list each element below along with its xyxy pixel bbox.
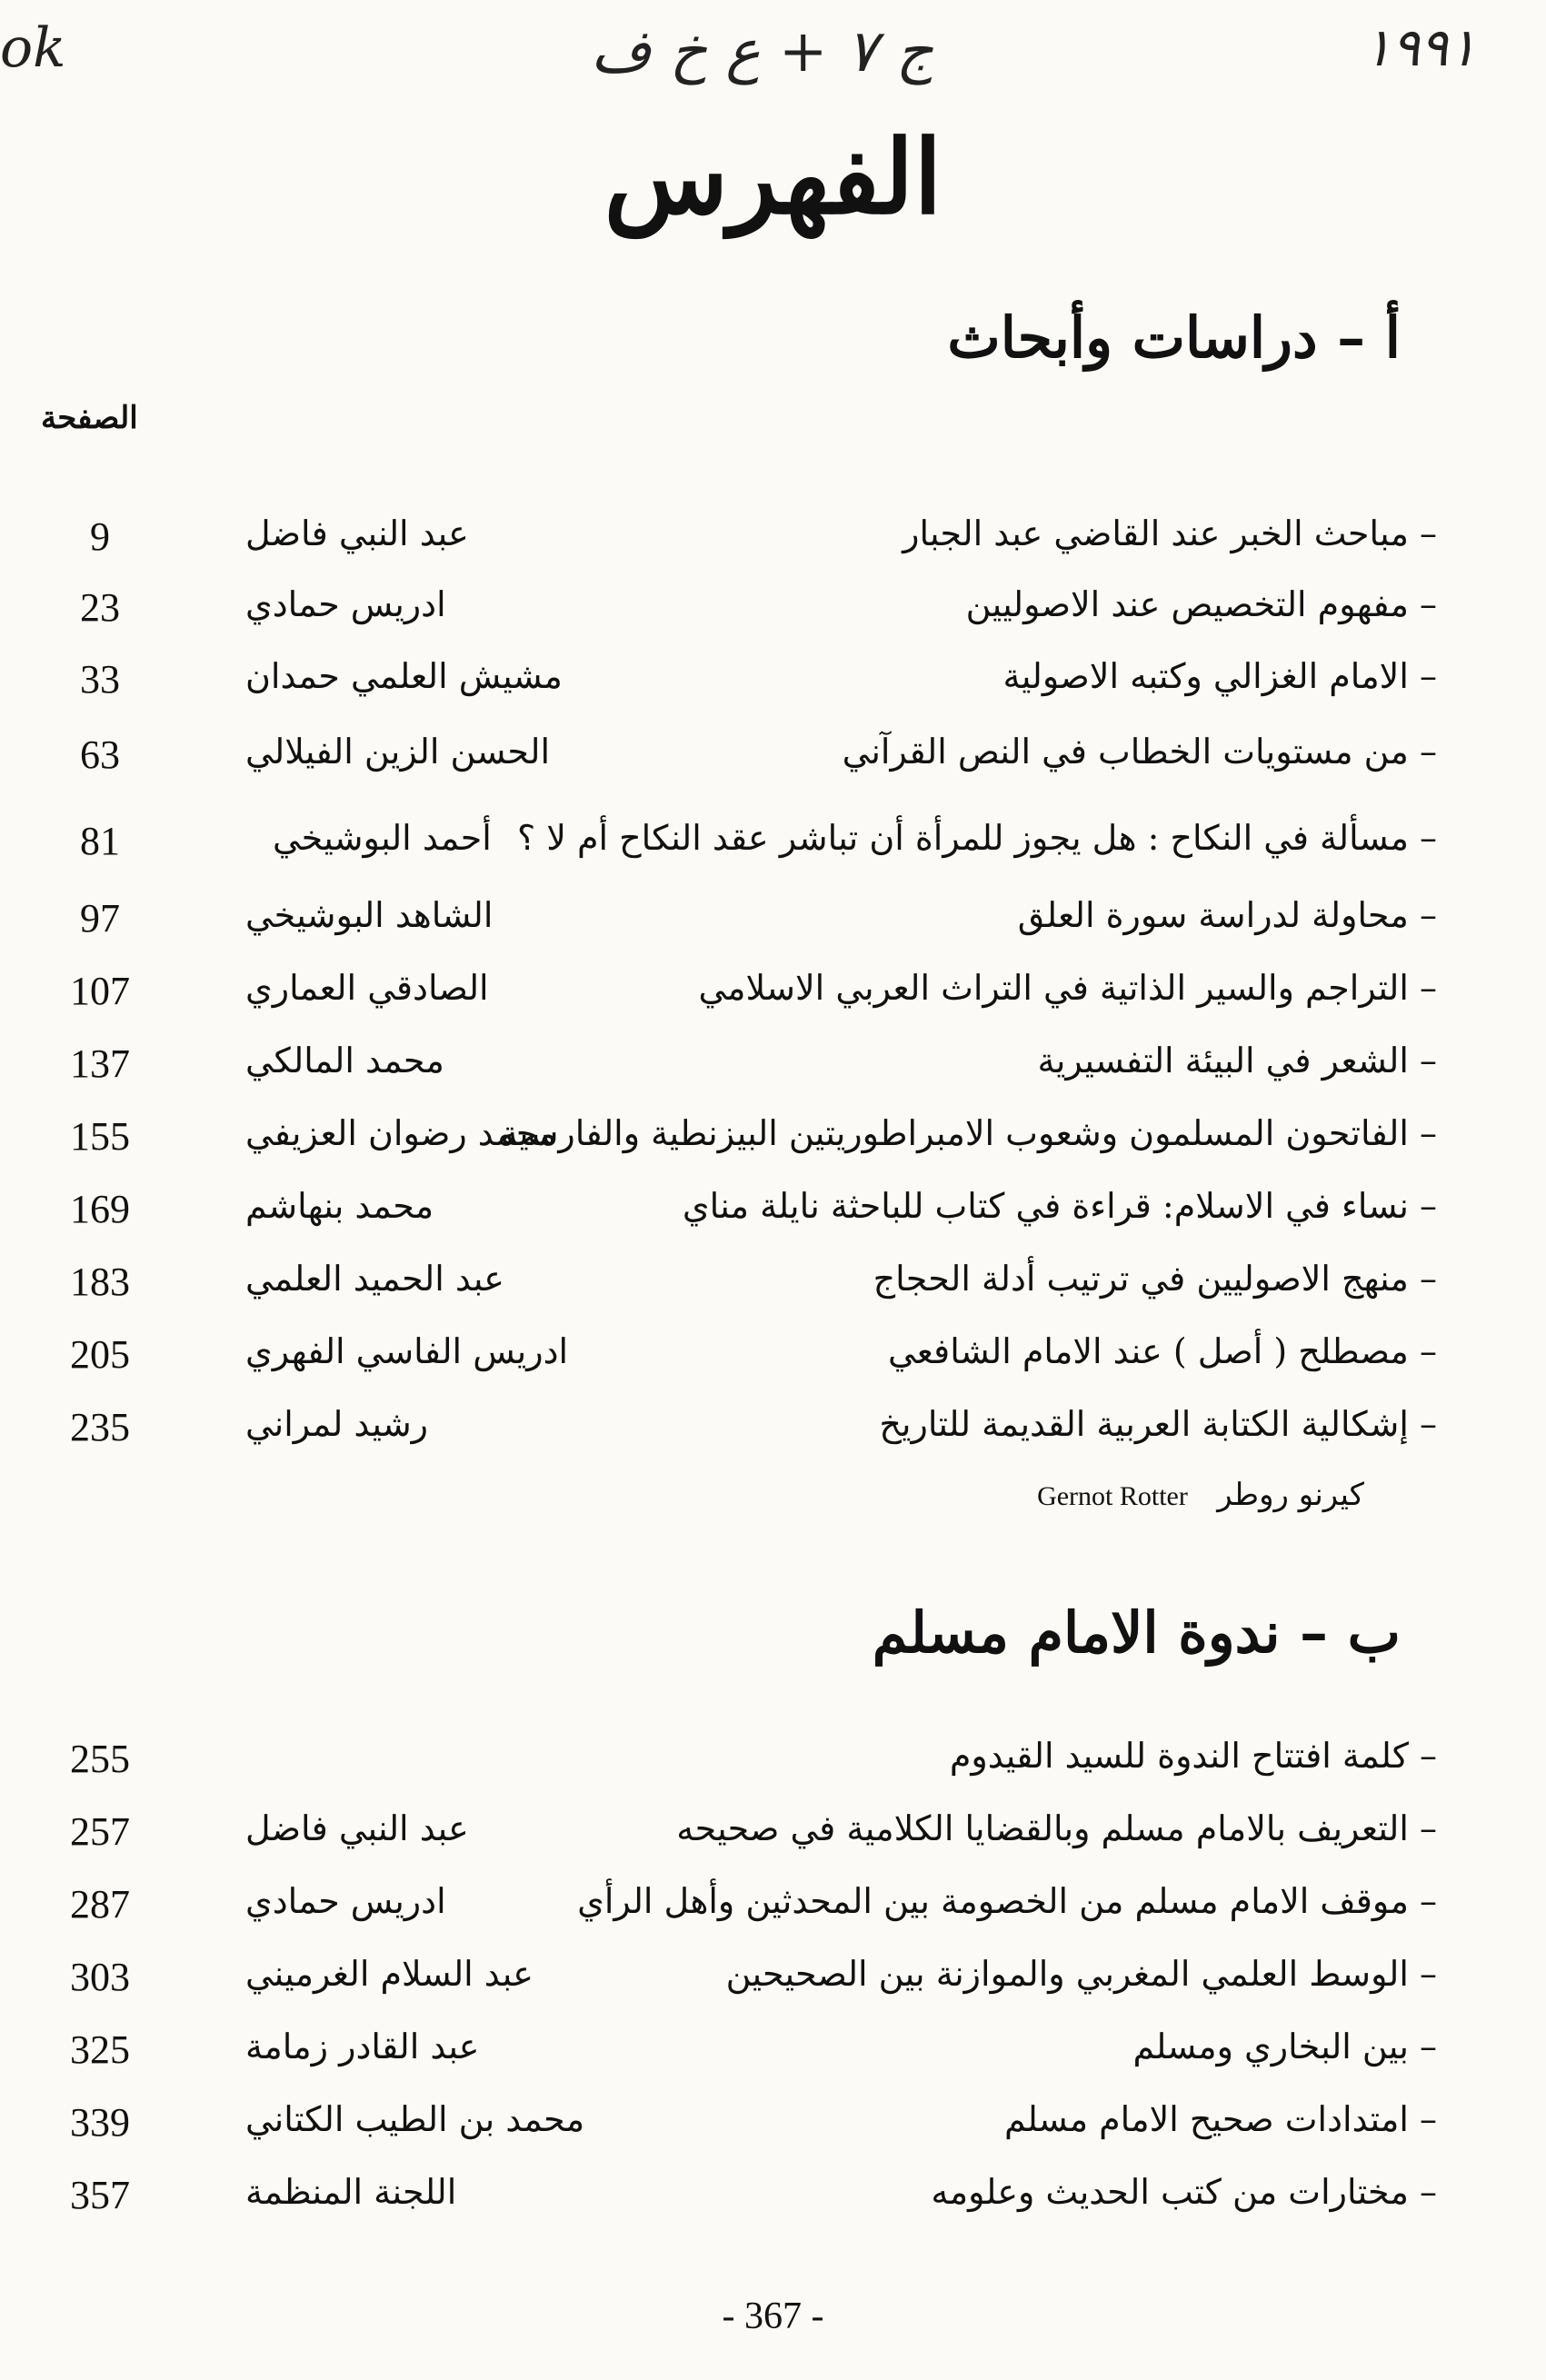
page-column-label: الصفحة	[41, 400, 138, 436]
translator-name-latin: Gernot Rotter	[1037, 1481, 1188, 1511]
entry-title: – مسألة في النكاح : هل يجوز للمرأة أن تباشر عقد النكاح أم لا ؟	[516, 818, 1437, 858]
page-number: 155	[70, 1114, 130, 1159]
entry-title: – مفهوم التخصيص عند الاصوليين	[965, 584, 1437, 624]
entry-title: – إشكالية الكتابة العربية القديمة للتاريخ	[879, 1404, 1437, 1444]
page-title: الفهرس	[603, 118, 943, 237]
author-name: محمد رضوان العزيفي	[245, 1113, 557, 1153]
page-number: 23	[80, 585, 120, 630]
page-number: 339	[70, 2100, 130, 2145]
section-a-heading: أ – دراسات وأبحاث	[947, 304, 1401, 371]
toc-row	[0, 732, 1546, 795]
toc-row	[0, 2026, 1546, 2090]
toc-row	[0, 895, 1546, 959]
entry-title: – كلمة افتتاح الندوة للسيد القيدوم	[949, 1736, 1437, 1776]
entry-title: – بين البخاري ومسلم	[1132, 2026, 1437, 2066]
entry-title: – من مستويات الخطاب في النص القرآني	[842, 732, 1437, 772]
entry-title: – الشعر في البيئة التفسيرية	[1037, 1041, 1437, 1080]
page-number: 97	[80, 896, 120, 941]
toc-row	[0, 1113, 1546, 1177]
author-name: الحسن الزين الفيلالي	[245, 732, 551, 772]
translator-note	[1037, 1477, 1364, 1513]
entry-title: – منهج الاصوليين في ترتيب أدلة الحجاج	[873, 1259, 1437, 1299]
author-name: مشيش العلمي حمدان	[245, 656, 563, 696]
author-name: عبد السلام الغرميني	[245, 1954, 534, 1994]
toc-row	[0, 513, 1546, 577]
author-name: الصادقي العماري	[245, 968, 489, 1008]
entry-title: – نساء في الاسلام: قراءة في كتاب للباحثة نايلة مناي	[682, 1186, 1437, 1226]
entry-title: – التعريف بالامام مسلم وبالقضايا الكلامية في صحيحه	[676, 1808, 1437, 1848]
page-number: 33	[80, 657, 120, 702]
entry-title: – موقف الامام مسلم من الخصومة بين المحدثين وأهل الرأي	[577, 1881, 1437, 1921]
author-name: محمد بن الطيب الكتاني	[245, 2099, 585, 2139]
author-name: عبد الحميد العلمي	[245, 1259, 504, 1299]
page-number: 205	[70, 1332, 130, 1377]
author-name: عبد النبي فاضل	[245, 513, 469, 553]
entry-title: – مختارات من كتب الحديث وعلومه	[931, 2172, 1437, 2212]
page-number: 63	[80, 732, 120, 777]
handwritten-note-ok: ok	[0, 16, 66, 80]
author-name: أحمد البوشيخي	[273, 818, 492, 858]
toc-row	[0, 818, 1546, 881]
section-b-heading: ب – ندوة الامام مسلم	[872, 1599, 1401, 1666]
page-number: 137	[70, 1041, 130, 1086]
page-number: 169	[70, 1187, 130, 1231]
page-number: 303	[70, 1955, 130, 1999]
toc-row	[0, 2099, 1546, 2163]
page-folio: - 367 -	[722, 2295, 824, 2337]
author-name: محمد المالكي	[245, 1041, 444, 1080]
author-name: محمد بنهاشم	[245, 1186, 434, 1226]
entry-title: – التراجم والسير الذاتية في التراث العربي الاسلامي	[698, 968, 1437, 1008]
toc-row	[0, 584, 1546, 648]
toc-row	[0, 1736, 1546, 1799]
entry-title: – الامام الغزالي وكتبه الاصولية	[1002, 656, 1437, 696]
translator-name-arabic: كيرنو روطر	[1217, 1477, 1364, 1513]
entry-title: – الفاتحون المسلمون وشعوب الامبراطوريتين البيزنطية والفارسية	[500, 1113, 1437, 1153]
entry-title: – مباحث الخبر عند القاضي عبد الجبار	[903, 513, 1437, 553]
toc-row	[0, 656, 1546, 720]
page-number: 255	[70, 1737, 130, 1781]
toc-row	[0, 1808, 1546, 1872]
toc-row	[0, 968, 1546, 1031]
author-name: عبد النبي فاضل	[245, 1808, 469, 1848]
entry-title: – الوسط العلمي المغربي والموازنة بين الصحيحين	[725, 1954, 1437, 1994]
author-name: الشاهد البوشيخي	[245, 895, 494, 935]
page-number: 9	[90, 514, 110, 559]
author-name: ادريس حمادي	[245, 584, 446, 624]
toc-row	[0, 1041, 1546, 1104]
entry-title: – مصطلح ( أصل ) عند الامام الشافعي	[888, 1331, 1437, 1371]
page-number: 357	[70, 2173, 130, 2217]
entry-title: – امتدادات صحيح الامام مسلم	[1003, 2099, 1437, 2139]
toc-row	[0, 2172, 1546, 2236]
author-name: ادريس الفاسي الفهري	[245, 1331, 569, 1371]
page-number: 287	[70, 1882, 130, 1927]
author-name: اللجنة المنظمة	[245, 2172, 457, 2212]
author-name: عبد القادر زمامة	[245, 2026, 480, 2066]
toc-row	[0, 1331, 1546, 1395]
toc-row	[0, 1259, 1546, 1322]
toc-row	[0, 1404, 1546, 1468]
toc-row	[0, 1186, 1546, 1250]
page-number: 257	[70, 1809, 130, 1854]
page-number: 107	[70, 969, 130, 1013]
page-number: 235	[70, 1405, 130, 1449]
handwritten-note-center: ج ٧ + ع خ ف	[591, 18, 933, 85]
author-name: ادريس حمادي	[245, 1881, 446, 1921]
handwritten-year: ١٩٩١	[1363, 16, 1477, 78]
toc-row	[0, 1881, 1546, 1945]
page-number: 325	[70, 2027, 130, 2072]
page-number: 183	[70, 1260, 130, 1304]
toc-row	[0, 1954, 1546, 2017]
page-number: 81	[80, 819, 120, 863]
author-name: رشيد لمراني	[245, 1404, 429, 1444]
entry-title: – محاولة لدراسة سورة العلق	[1017, 895, 1437, 935]
